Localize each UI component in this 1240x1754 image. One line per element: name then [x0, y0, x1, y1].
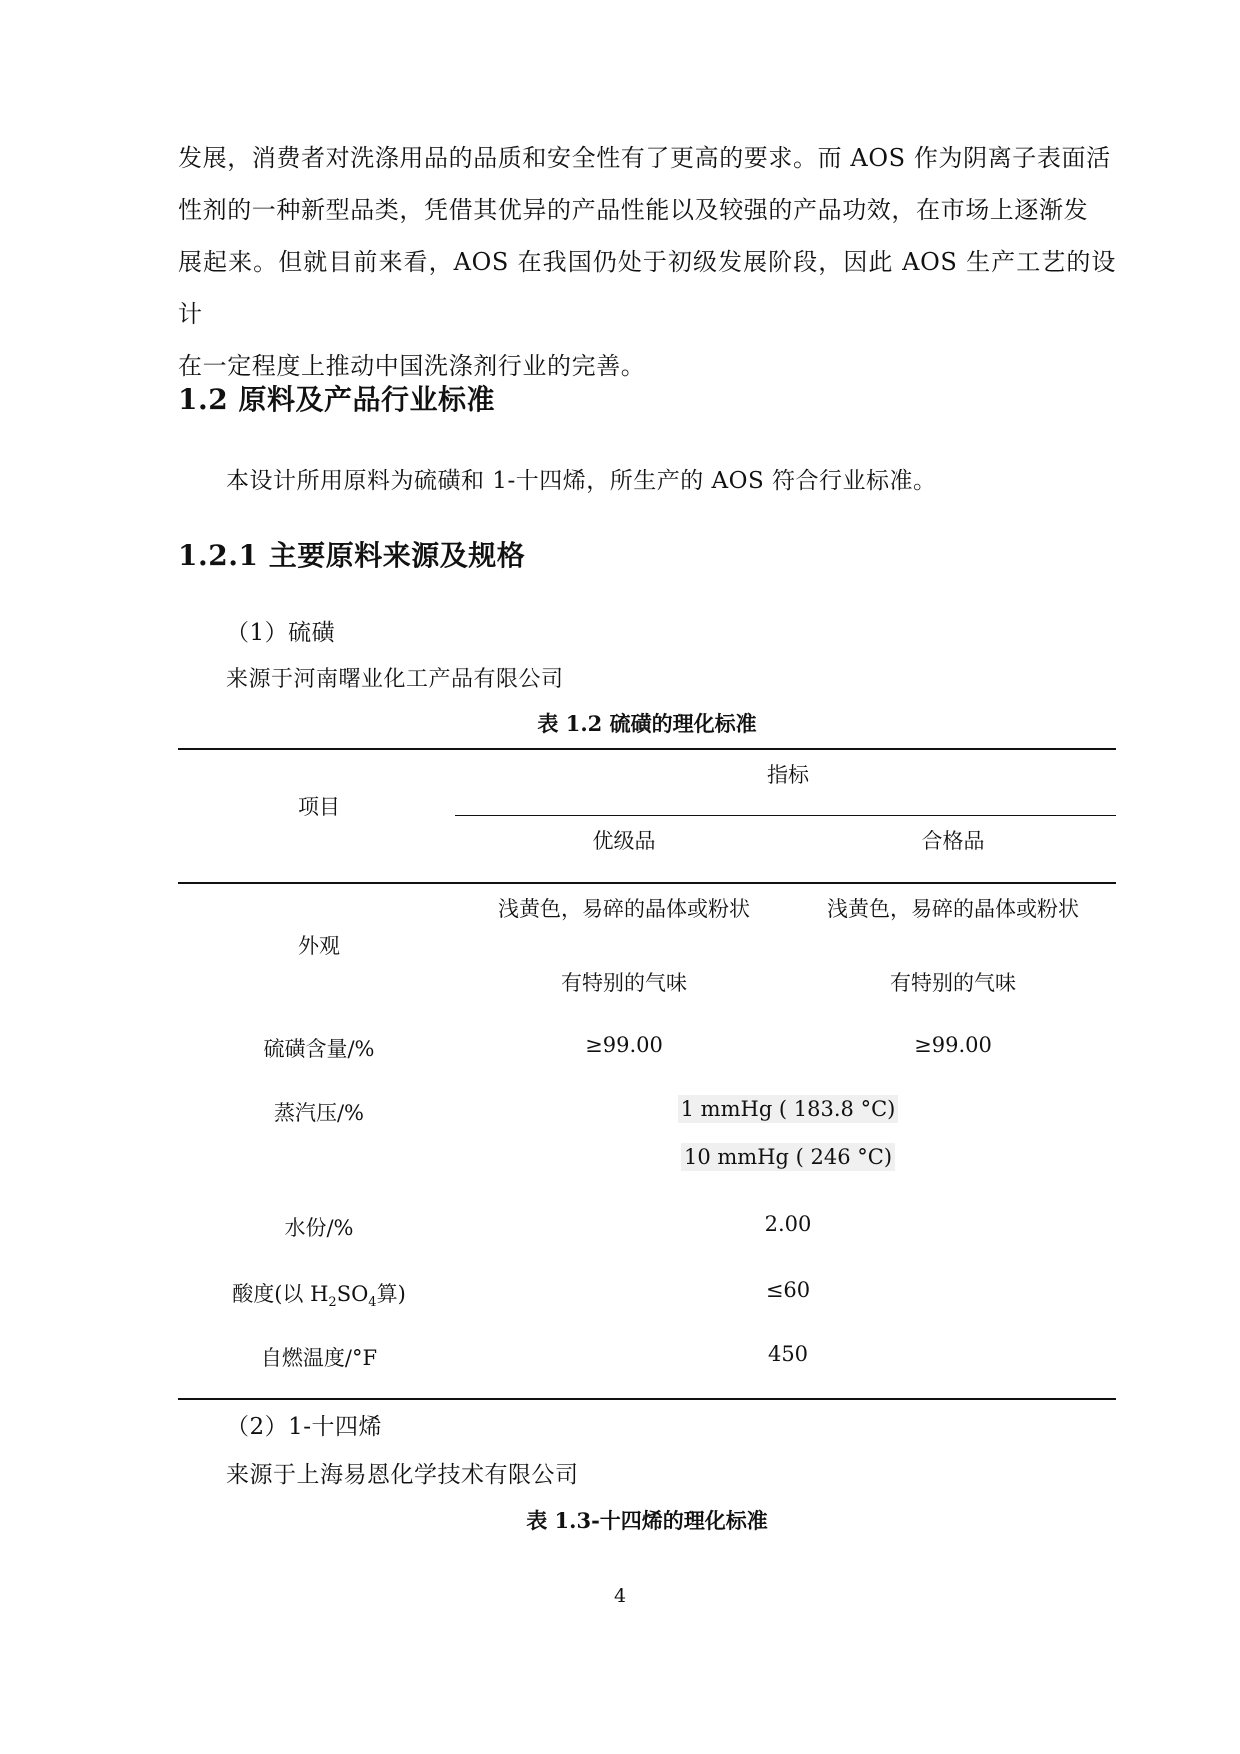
row-appearance-a-line-2: 有特别的气味: [561, 971, 687, 995]
section-1-2-1-heading: 1.2.1 主要原料来源及规格: [178, 539, 526, 572]
header-col-b: 合格品: [921, 829, 985, 853]
row-vapor-value-2: [460, 1145, 1116, 1169]
row-ignition-label: 自燃温度/°F: [260, 1346, 378, 1370]
intro-line-2: 性剂的一种新型品类，凭借其优异的产品性能以及较强的产品功效，在市场上逐渐发: [178, 196, 1089, 224]
row-acidity-label: 酸度(以 $H_2SO_4$算): [232, 1282, 406, 1311]
header-col-a: 优级品: [592, 829, 656, 853]
item-1-source: 来源于河南曙业化工产品有限公司: [226, 667, 564, 692]
row-appearance-label: 外观: [298, 934, 340, 958]
header-sub-rule: [455, 815, 1116, 816]
table-1-2-caption: 表 1.2 硫磺的理化标准: [537, 711, 757, 736]
section-1-2-heading: 1.2 原料及产品行业标准: [178, 383, 495, 416]
table-1-3-caption: 表 1.3-十四烯的理化标准: [526, 1508, 768, 1533]
header-index: 指标: [767, 763, 809, 787]
page-number: 4: [613, 1585, 627, 1607]
header-bottom-rule: [178, 882, 1116, 884]
row-appearance-b-line-1: 浅黄色，易碎的晶体或粉状: [827, 897, 1079, 921]
row-sulfur-b: ≥99.00: [914, 1033, 992, 1057]
row-appearance-b-line-2: 有特别的气味: [890, 971, 1016, 995]
item-2-source: 来源于上海易恩化学技术有限公司: [226, 1462, 579, 1488]
table-top-rule: [178, 748, 1116, 750]
intro-line-1: 发展，消费者对洗涤用品的品质和安全性有了更高的要求。而 AOS 作为阴离子表面活: [178, 144, 1111, 172]
item-2-label: （2）1-十四烯: [226, 1414, 383, 1440]
vapor-value-2-text: 10 mmHg ( 246 °C): [681, 1143, 895, 1171]
item-1-label: （1）硫磺: [226, 620, 336, 646]
row-ignition-value: 450: [767, 1342, 809, 1366]
row-acidity-value: ≤60: [765, 1278, 811, 1302]
table-bottom-rule: [178, 1398, 1116, 1400]
intro-line-4: 在一定程度上推动中国洗涤剂行业的完善。: [178, 352, 646, 380]
row-vapor-label: 蒸汽压/%: [273, 1101, 365, 1125]
vapor-value-1-text: 1 mmHg ( 183.8 °C): [678, 1095, 899, 1123]
row-water-value: 2.00: [764, 1212, 812, 1236]
section-1-2-body: 本设计所用原料为硫磺和 1-十四烯，所生产的 AOS 符合行业标准。: [226, 468, 937, 494]
row-vapor-value-1: [460, 1097, 1116, 1121]
row-sulfur-a: ≥99.00: [585, 1033, 663, 1057]
row-appearance-a-line-1: 浅黄色，易碎的晶体或粉状: [498, 897, 750, 921]
intro-line-3: 展起来。但就目前来看，AOS 在我国仍处于初级发展阶段，因此 AOS 生产工艺的设计: [178, 248, 1116, 328]
header-item: 项目: [298, 795, 340, 819]
intro-paragraph: [178, 132, 1116, 392]
row-sulfur-label: 硫磺含量/%: [263, 1037, 375, 1061]
row-water-label: 水份/%: [284, 1216, 354, 1240]
